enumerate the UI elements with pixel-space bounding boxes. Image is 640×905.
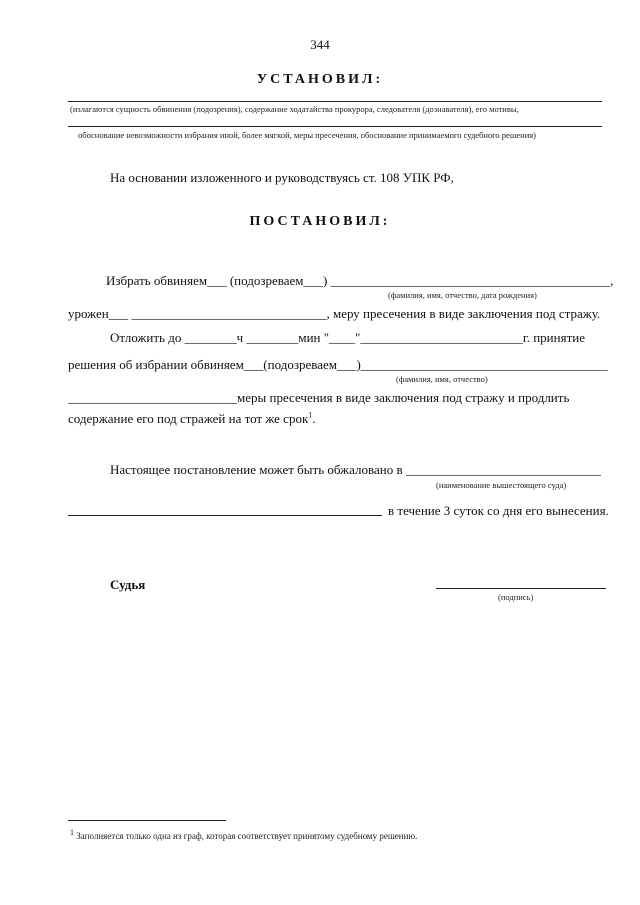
judge-label: Судья [110,577,146,592]
extend-line: __________________________меры пресечения в виде заключения под стражу и продлить [68,390,570,405]
caption-full-name: (фамилия, имя, отчество) [396,374,488,384]
same-term-line [68,411,316,427]
footnote-text: Заполняется только одна из граф, которая соответствует принятому судебному решению. [76,831,418,841]
heading-resolved: ПОСТАНОВИЛ: [249,214,391,229]
caption-description-1: (излагаются сущность обвинения (подозрения), содержание ходатайства прокурора, следователя (дознавателя), его мотивы, [70,104,519,114]
caption-higher-court: (наименование вышестоящего суда) [436,480,567,490]
born-line: урожен___ ______________________________, меру пресечения в виде заключения под стражу. [68,306,601,321]
same-term-text: содержание его под стражей на тот же срок [68,411,309,426]
caption-full-name-dob: (фамилия, имя, отчество, дата рождения) [388,290,537,300]
choose-accused-line: Избрать обвиняем___ (подозреваем___) ___________________________________________, [106,273,614,288]
footnote-ref: 1 [308,410,313,420]
appeal-term-text: в течение 3 суток со дня его вынесения. [388,503,609,518]
signature-line [436,588,606,589]
fill-line-1 [68,101,602,102]
footnote-separator [68,820,226,821]
heading-established: УСТАНОВИЛ: [256,72,384,87]
fill-line-2 [68,126,602,127]
caption-signature: (подпись) [498,592,534,602]
postpone-line: Отложить до ________ч ________мин "____"_________________________г. принятие [110,330,585,345]
same-term-end: . [312,411,316,426]
footnote-mark: 1 [70,828,74,837]
page-number: 344 [310,37,330,52]
fill-line-court [68,515,382,516]
footnote [70,828,418,841]
appeal-line: Настоящее постановление может быть обжаловано в ______________________________ [110,462,601,477]
caption-description-2: обоснование невозможности избрания иной, более мягкой, меры пресечения, обоснование принимаемого судебного решения) [78,130,536,140]
decision-line: решения об избрании обвиняем___(подозреваем___)______________________________________ [68,357,608,372]
basis-text: На основании изложенного и руководствуясь ст. 108 УПК РФ, [110,170,454,185]
